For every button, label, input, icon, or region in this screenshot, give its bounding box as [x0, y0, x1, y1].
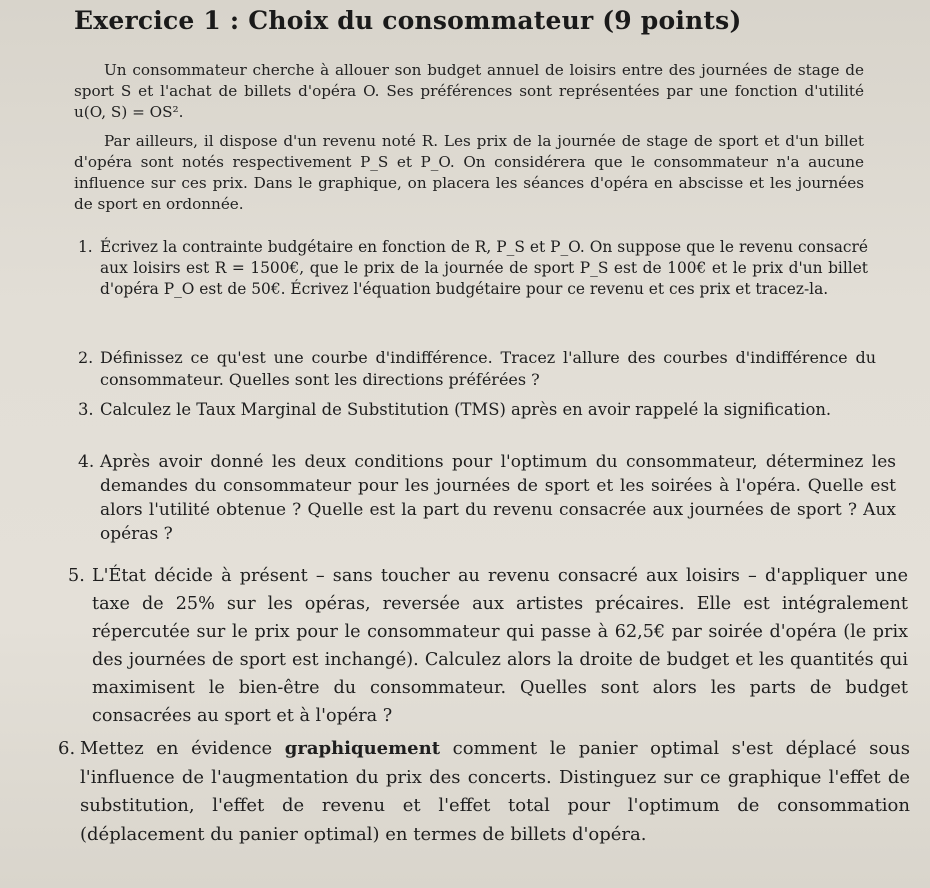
question-number: 2. — [78, 348, 94, 367]
question-text-after: comment le panier optimal s'est déplacé sous l'influence de l'augmentation du prix des concerts. Distinguez sur ce graphique l'effet de substitution, l'effet de revenu et l'effet total pour l'optimum de consommation (déplacement du panier optimal) en termes de billets d'opéra. — [80, 738, 910, 845]
intro-paragraph-2: Par ailleurs, il dispose d'un revenu noté R. Les prix de la journée de stage de sport et d'un billet d'opéra sont notés respectivement P_S et P_O. On considérera que le consommateur n'a aucune influence sur ces prix. Dans le graphique, on placera les séances d'opéra en abscisse et les journées de sport en ordonnée. — [74, 132, 864, 213]
question-number: 1. — [78, 238, 93, 256]
question-text-before: Mettez en évidence — [80, 738, 285, 759]
question-5 — [68, 562, 908, 730]
question-text: Définissez ce qu'est une courbe d'indifférence. Tracez l'allure des courbes d'indifférence du consommateur. Quelles sont les directions préférées ? — [100, 348, 876, 389]
intro-paragraph-1: Un consommateur cherche à allouer son budget annuel de loisirs entre des journées de stage de sport S et l'achat de billets d'opéra O. Ses préférences sont représentées par une fonction d'utilité u(O, S) = OS². — [74, 61, 864, 121]
question-3 — [78, 398, 890, 421]
question-text: Écrivez la contrainte budgétaire en fonction de R, P_S et P_O. On suppose que le revenu consacré aux loisirs est R = 1500€, que le prix de la journée de sport P_S est de 100€ et le prix d'un billet d'opéra P_O est de 50€. Écrivez l'équation budgétaire pour ce revenu et ces prix et tracez-la. — [100, 238, 868, 298]
question-4 — [78, 450, 896, 546]
question-number: 4. — [78, 452, 95, 472]
question-number: 6. — [58, 738, 76, 759]
question-number: 3. — [78, 400, 94, 419]
question-1 — [78, 237, 868, 300]
question-text-emphasis: graphiquement — [284, 738, 441, 759]
question-6 — [58, 735, 910, 849]
question-text: L'État décide à présent – sans toucher au revenu consacré aux loisirs – d'appliquer une taxe de 25% sur les opéras, reversée aux artistes précaires. Elle est intégralement répercutée sur le prix pour le consommateur qui passe à 62,5€ par soirée d'opéra (le prix des journées de sport est inchangé). Calculez alors la droite de budget et les quantités qui maximisent le bien-être du consommateur. Quelles sont alors les parts de budget consacrées au sport et à l'opéra ? — [92, 566, 908, 726]
exercise-title: Exercice 1 : Choix du consommateur (9 points) — [74, 6, 742, 35]
question-text: Après avoir donné les deux conditions pour l'optimum du consommateur, déterminez les demandes du consommateur pour les journées de sport et les soirées à l'opéra. Quelle est alors l'utilité obtenue ? Quelle est la part du revenu consacrée aux journées de sport ? Aux opéras ? — [100, 452, 896, 544]
question-2 — [78, 347, 876, 390]
question-text: Calculez le Taux Marginal de Substitution (TMS) après en avoir rappelé la signification. — [100, 400, 832, 419]
question-number: 5. — [68, 566, 85, 586]
